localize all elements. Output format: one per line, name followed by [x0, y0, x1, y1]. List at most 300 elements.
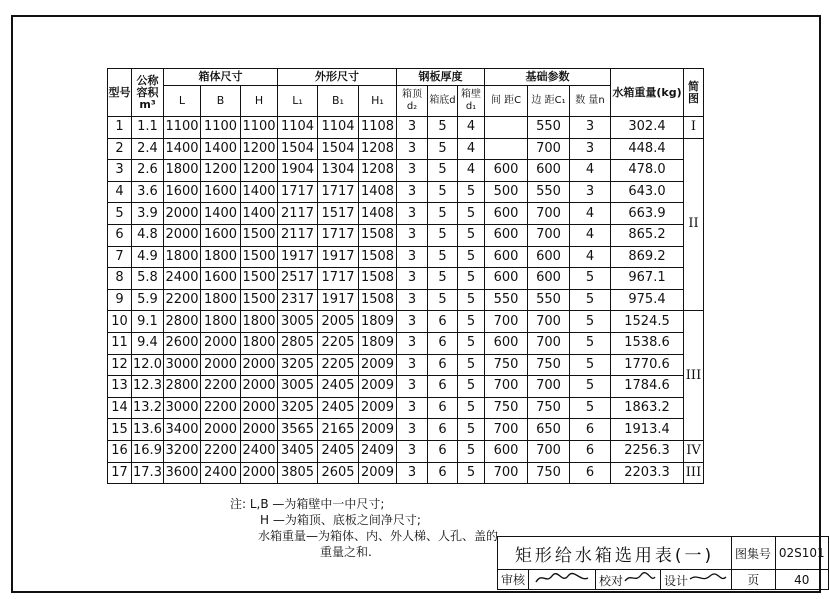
cell-w: 869.2	[611, 246, 684, 268]
cell-L1: 2517	[278, 268, 318, 290]
cell-B1: 2405	[318, 440, 359, 462]
cell-no: 9	[108, 289, 132, 311]
check-signature-image	[623, 571, 657, 585]
cell-B1: 2205	[318, 332, 359, 354]
cell-H: 2000	[241, 462, 278, 484]
cell-H: 2000	[241, 397, 278, 419]
cell-w: 975.4	[611, 289, 684, 311]
cell-no: 17	[108, 462, 132, 484]
table-row	[108, 203, 704, 225]
cell-d: 5	[428, 268, 458, 290]
cell-w: 448.4	[611, 138, 684, 160]
cell-vol: 5.8	[132, 268, 164, 290]
cell-no: 14	[108, 397, 132, 419]
table-row	[108, 268, 704, 290]
atlas-label: 图集号	[732, 537, 775, 570]
cell-no: 11	[108, 332, 132, 354]
cell-H: 2000	[241, 354, 278, 376]
table-row	[108, 440, 704, 462]
cell-sketch: III	[684, 462, 704, 484]
cell-B1: 2165	[318, 419, 359, 441]
cell-L: 2000	[164, 224, 201, 246]
cell-d1: 4	[458, 117, 485, 139]
cell-L1: 1717	[278, 181, 318, 203]
cell-B: 1800	[201, 311, 241, 333]
cell-no: 2	[108, 138, 132, 160]
cell-d1: 5	[458, 376, 485, 398]
cell-n: 5	[570, 332, 611, 354]
cell-H1: 2409	[359, 440, 397, 462]
table-row	[108, 332, 704, 354]
cell-H1: 2009	[359, 397, 397, 419]
cell-L1: 2317	[278, 289, 318, 311]
cell-d: 6	[428, 332, 458, 354]
header-top-thickness: 箱顶d₂	[397, 86, 428, 117]
cell-L1: 2805	[278, 332, 318, 354]
cell-B: 2000	[201, 354, 241, 376]
note-2: H —为箱顶、底板之间净尺寸;	[260, 513, 421, 527]
cell-C1: 750	[528, 354, 570, 376]
cell-d2: 3	[397, 397, 428, 419]
cell-H1: 1508	[359, 224, 397, 246]
cell-H1: 2009	[359, 462, 397, 484]
cell-C1: 700	[528, 440, 570, 462]
cell-L: 2400	[164, 268, 201, 290]
table-row	[108, 311, 704, 333]
cell-d: 5	[428, 224, 458, 246]
cell-B: 1800	[201, 289, 241, 311]
cell-B1: 1717	[318, 268, 359, 290]
cell-L: 2000	[164, 203, 201, 225]
cell-d: 5	[428, 289, 458, 311]
cell-B1: 2405	[318, 397, 359, 419]
cell-B1: 2005	[318, 311, 359, 333]
cell-C: 700	[485, 419, 528, 441]
cell-vol: 4.8	[132, 224, 164, 246]
cell-L1: 1504	[278, 138, 318, 160]
cell-C1: 600	[528, 160, 570, 182]
cell-d1: 4	[458, 160, 485, 182]
cell-vol: 2.6	[132, 160, 164, 182]
table-row	[108, 138, 704, 160]
cell-no: 5	[108, 203, 132, 225]
header-count: 数 量n	[570, 86, 611, 117]
table-row	[108, 289, 704, 311]
cell-H: 1400	[241, 181, 278, 203]
cell-H: 1400	[241, 203, 278, 225]
cell-n: 5	[570, 376, 611, 398]
cell-d1: 5	[458, 332, 485, 354]
cell-C1: 600	[528, 246, 570, 268]
cell-C1: 750	[528, 397, 570, 419]
header-outer-size: 外形尺寸	[278, 69, 397, 86]
cell-B1: 1717	[318, 224, 359, 246]
cell-w: 1538.6	[611, 332, 684, 354]
cell-L1: 3205	[278, 397, 318, 419]
cell-H: 1500	[241, 289, 278, 311]
cell-n: 4	[570, 224, 611, 246]
cell-H: 1100	[241, 117, 278, 139]
cell-C: 600	[485, 246, 528, 268]
cell-L1: 3205	[278, 354, 318, 376]
cell-w: 2203.3	[611, 462, 684, 484]
cell-B1: 2405	[318, 376, 359, 398]
cell-n: 5	[570, 311, 611, 333]
cell-d1: 4	[458, 138, 485, 160]
cell-w: 1863.2	[611, 397, 684, 419]
cell-d2: 3	[397, 138, 428, 160]
header-H: H	[241, 86, 278, 117]
note-4: 重量之和.	[320, 545, 372, 559]
cell-sketch: II	[684, 138, 704, 311]
cell-d: 6	[428, 311, 458, 333]
cell-d: 5	[428, 203, 458, 225]
cell-C1: 550	[528, 181, 570, 203]
cell-d2: 3	[397, 376, 428, 398]
cell-L: 3000	[164, 397, 201, 419]
cell-L: 2800	[164, 376, 201, 398]
cell-d: 5	[428, 117, 458, 139]
cell-C1: 700	[528, 311, 570, 333]
cell-L: 3400	[164, 419, 201, 441]
cell-d: 6	[428, 462, 458, 484]
cell-w: 1913.4	[611, 419, 684, 441]
cell-B: 2200	[201, 376, 241, 398]
cell-d: 5	[428, 246, 458, 268]
cell-H: 1200	[241, 138, 278, 160]
header-H1: H₁	[359, 86, 397, 117]
cell-d1: 5	[458, 181, 485, 203]
cell-H: 2000	[241, 419, 278, 441]
cell-H: 1800	[241, 311, 278, 333]
cell-d2: 3	[397, 354, 428, 376]
cell-n: 3	[570, 138, 611, 160]
table-row	[108, 117, 704, 139]
cell-d2: 3	[397, 462, 428, 484]
header-volume: 公称容积m³	[132, 69, 164, 117]
cell-B: 1600	[201, 268, 241, 290]
cell-no: 13	[108, 376, 132, 398]
cell-B: 1400	[201, 203, 241, 225]
cell-B1: 1104	[318, 117, 359, 139]
cell-L1: 3805	[278, 462, 318, 484]
cell-C: 600	[485, 440, 528, 462]
cell-H1: 1508	[359, 289, 397, 311]
cell-no: 3	[108, 160, 132, 182]
cell-d2: 3	[397, 332, 428, 354]
cell-d: 6	[428, 354, 458, 376]
cell-d1: 5	[458, 311, 485, 333]
design-label: 设计	[661, 570, 732, 590]
header-edge: 边 距C₁	[528, 86, 570, 117]
cell-C1: 700	[528, 224, 570, 246]
cell-L1: 1917	[278, 246, 318, 268]
cell-n: 4	[570, 246, 611, 268]
cell-B: 2200	[201, 440, 241, 462]
cell-no: 16	[108, 440, 132, 462]
cell-vol: 9.1	[132, 311, 164, 333]
cell-L1: 2117	[278, 203, 318, 225]
cell-vol: 1.1	[132, 117, 164, 139]
cell-d1: 5	[458, 203, 485, 225]
cell-L1: 1104	[278, 117, 318, 139]
header-box-size: 箱体尺寸	[164, 69, 278, 86]
cell-L: 3600	[164, 462, 201, 484]
cell-n: 5	[570, 397, 611, 419]
check-label: 校对	[596, 570, 661, 590]
cell-d: 6	[428, 397, 458, 419]
cell-B: 1400	[201, 138, 241, 160]
cell-H1: 1809	[359, 311, 397, 333]
cell-B: 2400	[201, 462, 241, 484]
cell-C1: 550	[528, 289, 570, 311]
cell-C1: 700	[528, 332, 570, 354]
cell-B1: 2605	[318, 462, 359, 484]
cell-d: 5	[428, 181, 458, 203]
cell-H1: 2009	[359, 419, 397, 441]
table-row	[108, 160, 704, 182]
cell-d2: 3	[397, 289, 428, 311]
cell-L: 3000	[164, 354, 201, 376]
cell-vol: 9.4	[132, 332, 164, 354]
cell-B: 2000	[201, 419, 241, 441]
cell-C: 550	[485, 289, 528, 311]
cell-H1: 1809	[359, 332, 397, 354]
cell-n: 4	[570, 203, 611, 225]
cell-C1: 550	[528, 117, 570, 139]
cell-L1: 3005	[278, 311, 318, 333]
table-row	[108, 246, 704, 268]
review-signature	[529, 570, 596, 590]
cell-L: 3200	[164, 440, 201, 462]
cell-C: 700	[485, 462, 528, 484]
drawing-title: 矩形给水箱选用表(一)	[498, 537, 732, 570]
cell-n: 5	[570, 289, 611, 311]
cell-d1: 5	[458, 246, 485, 268]
cell-C	[485, 117, 528, 139]
cell-B1: 2205	[318, 354, 359, 376]
cell-vol: 3.9	[132, 203, 164, 225]
cell-H1: 1408	[359, 203, 397, 225]
review-signature-image	[532, 570, 592, 586]
table-row	[108, 354, 704, 376]
cell-d1: 5	[458, 397, 485, 419]
cell-n: 5	[570, 268, 611, 290]
cell-H: 1500	[241, 268, 278, 290]
cell-H1: 1208	[359, 160, 397, 182]
cell-C: 600	[485, 160, 528, 182]
cell-w: 2256.3	[611, 440, 684, 462]
cell-B: 1200	[201, 160, 241, 182]
header-L: L	[164, 86, 201, 117]
cell-vol: 17.3	[132, 462, 164, 484]
cell-L: 2600	[164, 332, 201, 354]
cell-B: 1600	[201, 224, 241, 246]
cell-d2: 3	[397, 181, 428, 203]
cell-L: 1600	[164, 181, 201, 203]
cell-H1: 1108	[359, 117, 397, 139]
cell-no: 7	[108, 246, 132, 268]
table-row	[108, 376, 704, 398]
cell-C: 600	[485, 224, 528, 246]
cell-d2: 3	[397, 311, 428, 333]
page-label: 页	[732, 570, 775, 590]
cell-vol: 12.0	[132, 354, 164, 376]
water-tank-table	[107, 68, 704, 484]
cell-n: 5	[570, 354, 611, 376]
cell-H1: 1208	[359, 138, 397, 160]
cell-no: 8	[108, 268, 132, 290]
cell-L1: 1904	[278, 160, 318, 182]
header-plate-thickness: 钢板厚度	[397, 69, 485, 86]
cell-H1: 1508	[359, 246, 397, 268]
cell-B1: 1917	[318, 289, 359, 311]
cell-w: 1770.6	[611, 354, 684, 376]
cell-n: 3	[570, 117, 611, 139]
cell-L: 1400	[164, 138, 201, 160]
header-spacing: 间 距C	[485, 86, 528, 117]
cell-w: 865.2	[611, 224, 684, 246]
header-bottom-thickness: 箱底d	[428, 86, 458, 117]
cell-L1: 2117	[278, 224, 318, 246]
cell-d: 6	[428, 376, 458, 398]
cell-d: 5	[428, 160, 458, 182]
cell-C: 600	[485, 332, 528, 354]
cell-w: 967.1	[611, 268, 684, 290]
header-weight: 水箱重量(kg)	[611, 69, 684, 117]
cell-n: 6	[570, 419, 611, 441]
cell-vol: 16.9	[132, 440, 164, 462]
cell-C1: 750	[528, 462, 570, 484]
cell-B1: 1504	[318, 138, 359, 160]
cell-C1: 700	[528, 138, 570, 160]
header-model: 型号	[108, 69, 132, 117]
cell-no: 10	[108, 311, 132, 333]
cell-H1: 1408	[359, 181, 397, 203]
cell-d2: 3	[397, 440, 428, 462]
cell-d2: 3	[397, 224, 428, 246]
cell-w: 663.9	[611, 203, 684, 225]
cell-no: 6	[108, 224, 132, 246]
cell-d1: 5	[458, 462, 485, 484]
cell-d2: 3	[397, 419, 428, 441]
cell-vol: 4.9	[132, 246, 164, 268]
cell-d: 6	[428, 419, 458, 441]
review-label: 审核	[498, 570, 529, 590]
header-B1: B₁	[318, 86, 359, 117]
cell-no: 15	[108, 419, 132, 441]
cell-C1: 650	[528, 419, 570, 441]
cell-d1: 5	[458, 268, 485, 290]
cell-d1: 5	[458, 354, 485, 376]
cell-B: 1800	[201, 246, 241, 268]
cell-no: 12	[108, 354, 132, 376]
header-base-params: 基础参数	[485, 69, 611, 86]
table-row	[108, 397, 704, 419]
table-row	[108, 419, 704, 441]
cell-d1: 5	[458, 289, 485, 311]
header-sketch: 简图	[684, 69, 704, 117]
cell-L: 2200	[164, 289, 201, 311]
cell-no: 1	[108, 117, 132, 139]
atlas-number: 02S101	[775, 537, 828, 570]
cell-H: 2000	[241, 376, 278, 398]
cell-L: 1800	[164, 246, 201, 268]
cell-C: 500	[485, 181, 528, 203]
cell-B: 2000	[201, 332, 241, 354]
cell-w: 643.0	[611, 181, 684, 203]
cell-n: 6	[570, 462, 611, 484]
cell-C: 700	[485, 311, 528, 333]
cell-C1: 600	[528, 268, 570, 290]
page-number: 40	[775, 570, 828, 590]
header-L1: L₁	[278, 86, 318, 117]
cell-B1: 1917	[318, 246, 359, 268]
cell-C: 600	[485, 203, 528, 225]
cell-vol: 3.6	[132, 181, 164, 203]
cell-B: 1600	[201, 181, 241, 203]
notes	[230, 496, 498, 560]
header-B: B	[201, 86, 241, 117]
cell-C: 750	[485, 397, 528, 419]
cell-vol: 2.4	[132, 138, 164, 160]
header-wall-thickness: 箱壁d₁	[458, 86, 485, 117]
cell-B1: 1304	[318, 160, 359, 182]
cell-L1: 3005	[278, 376, 318, 398]
cell-L: 2800	[164, 311, 201, 333]
cell-C: 600	[485, 268, 528, 290]
cell-C: 750	[485, 354, 528, 376]
cell-vol: 13.2	[132, 397, 164, 419]
cell-H1: 2009	[359, 354, 397, 376]
cell-B: 2200	[201, 397, 241, 419]
cell-d2: 3	[397, 117, 428, 139]
cell-d2: 3	[397, 203, 428, 225]
cell-no: 4	[108, 181, 132, 203]
cell-d2: 3	[397, 268, 428, 290]
cell-B1: 1517	[318, 203, 359, 225]
cell-C1: 700	[528, 203, 570, 225]
table-row	[108, 462, 704, 484]
cell-B1: 1717	[318, 181, 359, 203]
cell-vol: 13.6	[132, 419, 164, 441]
cell-w: 1524.5	[611, 311, 684, 333]
cell-C	[485, 138, 528, 160]
cell-d2: 3	[397, 246, 428, 268]
cell-sketch: I	[684, 117, 704, 139]
cell-H: 1800	[241, 332, 278, 354]
table-row	[108, 224, 704, 246]
cell-C1: 700	[528, 376, 570, 398]
cell-H: 1200	[241, 160, 278, 182]
table-row	[108, 181, 704, 203]
cell-d1: 5	[458, 440, 485, 462]
note-3: 水箱重量—为箱体、内、外人梯、人孔、盖的	[258, 529, 499, 543]
cell-L1: 3565	[278, 419, 318, 441]
cell-L1: 3405	[278, 440, 318, 462]
cell-sketch: IV	[684, 440, 704, 462]
note-1: 注: L,B —为箱壁中一中尺寸;	[230, 497, 385, 511]
cell-C: 700	[485, 376, 528, 398]
design-signature-image	[688, 571, 728, 585]
cell-w: 478.0	[611, 160, 684, 182]
cell-d: 6	[428, 440, 458, 462]
cell-B: 1100	[201, 117, 241, 139]
cell-n: 4	[570, 160, 611, 182]
cell-H1: 2009	[359, 376, 397, 398]
cell-vol: 5.9	[132, 289, 164, 311]
title-block	[497, 536, 829, 590]
